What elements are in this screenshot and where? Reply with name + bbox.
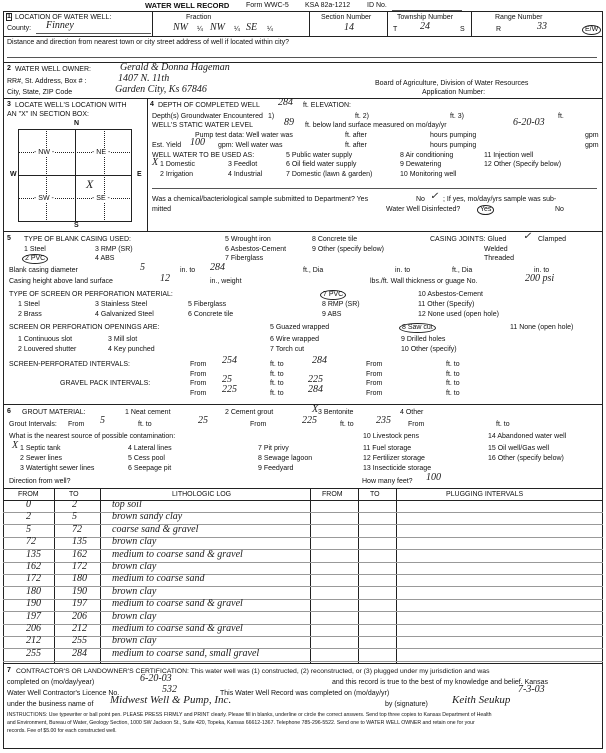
table-row bbox=[3, 611, 603, 612]
business-name[interactable]: Midwest Well & Pump, Inc. bbox=[110, 694, 232, 706]
screen-material-label: TYPE OF SCREEN OR PERFORATION MATERIAL: bbox=[9, 291, 173, 298]
owner-label: WATER WELL OWNER: bbox=[15, 66, 91, 73]
license-number[interactable]: 532 bbox=[162, 684, 177, 695]
township-label: Township Number bbox=[397, 14, 454, 21]
septic-x-mark: X bbox=[12, 440, 19, 451]
log-to-cell: 206 bbox=[72, 610, 87, 622]
saw-cut-circle[interactable]: 8 Saw cut bbox=[399, 323, 436, 333]
locate-title-2: AN "X" IN SECTION BOX: bbox=[7, 111, 89, 118]
section-4-number: 4 bbox=[150, 101, 154, 108]
log-from-header: FROM bbox=[18, 491, 39, 498]
plugging-header: PLUGGING INTERVALS bbox=[446, 491, 524, 498]
gravel-to-1[interactable]: 225 bbox=[308, 374, 323, 385]
log-to-cell: 190 bbox=[72, 585, 87, 597]
lithologic-header: LITHOLOGIC LOG bbox=[172, 491, 232, 498]
board-label: Board of Agriculture, Division of Water Resources bbox=[375, 80, 529, 87]
section-1-title: LOCATION OF WATER WELL: bbox=[15, 14, 112, 21]
table-row bbox=[3, 524, 603, 525]
ksa-code: KSA 82a-1212 bbox=[305, 2, 351, 9]
table-row bbox=[3, 549, 603, 550]
log-to-cell: 172 bbox=[72, 561, 87, 572]
log-from-cell: 135 bbox=[26, 548, 41, 560]
section-2-number: 2 bbox=[7, 65, 11, 72]
water-well-record-form: WATER WELL RECORD Form WWC-5 KSA 82a-1212 ID No. 1 LOCATION OF WATER WELL: County: Finney Fraction NW ¼ NW ¼ SE ¼ Section Number 14 Township Number T 24 S Range Number R 33 E/W Distance and direction from nearest town or city street address of well if located within city? 2 WATER WELL OWNER: Gerald & Donna Hageman RR#, St. Address, Box # : 1407 N. 11th City, State, ZIP Code Garden City, Ks 67846 Board of Agriculture, Division of Water Resources Application Number: 3 LOCATE WELL'S LOCATION WITH AN "X" IN SECTION BOX: N S W E - NW - - NE - - SW - - SE - X 4 DEPTH OF COMPLETED WELL 284 ft. ELEVATION: Depth(s) Groundwater Encountered 1) ft. 2) ft. 3) ft. WELL'S STATIC WATER LEVEL 89 ft. below land surface measured on mo/day/yr 6-20-03 Pump test data: Well water was ft. after hours pumping gpm Est. Yield 100 gpm: Well water was ft. after hours pumping gpm WELL WATER TO BE USED AS: 1 Domestic X 2 Irrigation 3 Feedlot 4 Industrial 5 Public water supply 6 Oil field water supply 7 Domestic (lawn & garden) 8 Air conditioning 9 Dewatering 10 Monitoring well 11 Injection well 12 Other (Specify below) Was a chemical/bacteriological sample submitted to Department? Yes No ✓ ; If yes, mo/day/yrs sample was sub- mitted Water Well Disinfected? Yes No 5 TYPE OF BLANK CASING USED: 1 Steel 2 PVC 3 RMP (SR) 4 ABS 5 Wrought iron 6 Asbestos-Cement 7 Fiberglass 8 Concrete tile 9 Other (specify below) CASING JOINTS: Glued ✓ Clamped Welded Threaded Blank casing diameter 5 in. to 284 ft., Dia in. to ft., Dia in. to Casing height above land surface 12 in., weight lbs./ft. Wall thickness or guage No. 200 psi TYPE OF SCREEN OR PERFORATION MATERIAL: 1 Steel 2 Brass 3 Stainless Steel 4 Galvanized Steel 5 Fiberglass 6 Concrete tile 7 PVC 8 RMP (SR) 9 ABS 10 Asbestos-Cement 11 Other (Specify) 12 None used (open hole) SCREEN OR PERFORATION OPENINGS ARE: 1 Continuous slot 2 Louvered shutter 3 Mill slot 4 Key punched 5 Guazed wrapped 6 Wire wrapped 7 Torch cut 8 Saw cut 9 Drilled holes 10 Other (specify) 11 None (open hole) SCREEN-PERFORATED INTERVALS: From 254 ft. to 284 From ft. to From ft. to From ft. to GRAVEL PACK INTERVALS: From 25 ft. to 225 From ft. to From 225 ft. to 284 From ft. to 6 GROUT MATERIAL: 1 Neat cement 2 Cement grout 3 Bentonite X 4 Other Grout Intervals: From 5 ft. to 25 From 225 ft. to 235 From ft. to What is the nearest source of possible contamination: 1 Septic tank X 2 Sewer lines 3 Watertight sewer lines 4 Lateral lines 5 Cess pool 6 Seepage pit 7 Pit privy 8 Sewage lagoon 9 Feedyard 10 Livestock pens 11 Fuel storage 12 Fertilizer storage 13 Insecticide storage 14 Abandoned water well 15 Oil well/Gas well 16 Other (specify below) Direction from well? How many feet? 100 FROM TO LITHOLOGIC LOG FROM TO PLUGGING INTERVALS 0 2 top soil 2 5 brown sandy clay 5 72 coarse sand & gravel 72 135 brown clay 135 162 medium to coarse sand & gravel 162 172 brown clay 172 180 medium to coarse sand 180 190 brown clay 190 197 medium to coarse sand & gravel 197 206 brown clay 206 212 medium to coarse sand & gravel 212 255 brown clay 255 284 medium to coarse sand, small gravel 7 CONTRACTOR'S OR LANDOWNER'S CERTIFICATION: This water well was (1) constructed, (2) reconstructed, or (3) plugged under my jurisdiction and was completed on (mo/day/year) 6-20-03 and this record is true to the best of my knowledge and belief. Kansas Water Well Contractor's Licence No. 532 This Water Well Record was completed on (mo/day/yr) 7-3-03 under the business name of Midwest Well & Pump, Inc. by (signature) Keith Seukup INSTRUCTIONS: Use typewriter or ball point pen. PLEASE PRESS FIRMLY and PRINT clearly. Please fill in blanks, underline or circle the correct answers. Send top three copies to Kansas Department of Health and Environment, Bureau of Water, Geology Section, 1000 SW Jackson St., Suite 420, Topeka, Kansas 66612-1367. Telephone 785-296-5522. Send one to WATER WELL OWNER and retain one for your records. Fee of $5.00 for each constructed well. bbox=[0, 0, 606, 753]
distance-label: Distance and direction from nearest town or city street address of well if located within city? bbox=[7, 39, 290, 46]
range-value[interactable]: 33 bbox=[537, 21, 547, 32]
static-level-value[interactable]: 89 bbox=[284, 117, 294, 128]
owner-value[interactable]: Gerald & Donna Hageman bbox=[120, 62, 230, 73]
sample-check: ✓ bbox=[430, 191, 439, 202]
id-label: ID No. bbox=[367, 2, 387, 9]
log-litho-cell: brown clay bbox=[112, 610, 157, 622]
section-3-number: 3 bbox=[7, 101, 11, 108]
application-number-label: Application Number: bbox=[422, 89, 486, 96]
log-from-cell: 72 bbox=[26, 536, 36, 548]
grout-to-value[interactable]: 25 bbox=[198, 415, 208, 426]
log-to-cell: 135 bbox=[72, 536, 87, 548]
log-litho-cell: brown clay bbox=[112, 561, 157, 572]
east-west-circle[interactable]: E/W bbox=[582, 25, 601, 35]
section-7-number: 7 bbox=[7, 667, 11, 674]
yield-value[interactable]: 100 bbox=[190, 137, 205, 148]
county-label: County: bbox=[7, 25, 32, 32]
disinfected-yes-circle[interactable]: Yes bbox=[477, 205, 494, 215]
domestic-x-mark: X bbox=[152, 157, 159, 168]
height-label: Casing height above land surface bbox=[9, 278, 113, 285]
table-row bbox=[3, 624, 603, 625]
log-litho-cell: brown clay bbox=[112, 536, 157, 548]
log-from-cell: 0 bbox=[26, 499, 31, 510]
log-from-cell: 206 bbox=[26, 623, 41, 634]
screen-pvc-circle[interactable]: 7 PVC bbox=[320, 290, 346, 300]
instructions-2: and Environment, Bureau of Water, Geology Section, 1000 SW Jackson St., Suite 420, Topeka, Kansas 66612-1367. Telephone 785-296-5522. Send one to WATER WELL OWNER and retain one for your bbox=[7, 720, 475, 726]
log-from-cell: 190 bbox=[26, 598, 41, 610]
log-from-cell: 172 bbox=[26, 573, 41, 585]
gravel-to-2[interactable]: 284 bbox=[308, 384, 323, 395]
log-litho-cell: medium to coarse sand, small gravel bbox=[112, 647, 260, 659]
table-row bbox=[3, 537, 603, 538]
table-row bbox=[3, 562, 603, 563]
log-litho-cell: medium to coarse sand & gravel bbox=[112, 598, 243, 610]
grout-from-value[interactable]: 5 bbox=[100, 415, 105, 426]
diameter-label: Blank casing diameter bbox=[9, 267, 78, 274]
range-label: Range Number bbox=[495, 14, 543, 21]
address-value[interactable]: 1407 N. 11th bbox=[118, 73, 170, 84]
log-to-cell: 72 bbox=[72, 523, 82, 535]
section-number-label: Section Number bbox=[321, 14, 372, 21]
log-from-cell: 5 bbox=[26, 523, 31, 535]
groundwater-label: Depth(s) Groundwater Encountered bbox=[152, 113, 263, 120]
screen-from-value[interactable]: 254 bbox=[222, 355, 237, 366]
log-to-cell: 180 bbox=[72, 573, 87, 585]
log-from-cell: 197 bbox=[26, 610, 41, 622]
log-from-cell: 2 bbox=[26, 511, 31, 523]
log-litho-cell: medium to coarse sand & gravel bbox=[112, 623, 243, 634]
diameter-to-value[interactable]: 284 bbox=[210, 262, 225, 273]
feet-value[interactable]: 100 bbox=[426, 472, 441, 483]
table-row bbox=[3, 648, 603, 649]
log-to-cell: 284 bbox=[72, 647, 87, 659]
county-value[interactable]: Finney bbox=[46, 20, 74, 31]
table-row bbox=[3, 599, 603, 600]
glued-check: ✓ bbox=[523, 231, 532, 242]
log-to-cell: 197 bbox=[72, 598, 87, 610]
grout-label: GROUT MATERIAL: bbox=[22, 409, 86, 416]
diameter-value[interactable]: 5 bbox=[140, 262, 145, 273]
completed-date[interactable]: 6-20-03 bbox=[140, 673, 172, 684]
log-from-cell: 212 bbox=[26, 635, 41, 647]
gravel-pack-label: GRAVEL PACK INTERVALS: bbox=[60, 380, 151, 387]
log-litho-cell: top soil bbox=[112, 499, 142, 510]
direction-label: Direction from well? bbox=[9, 478, 71, 485]
section-number-value[interactable]: 14 bbox=[344, 22, 354, 33]
gauge-value[interactable]: 200 psi bbox=[525, 273, 555, 284]
static-level-label: WELL'S STATIC WATER LEVEL bbox=[152, 122, 254, 129]
section-5-number: 5 bbox=[7, 235, 11, 242]
log-to-cell: 212 bbox=[72, 623, 87, 634]
fraction-label: Fraction bbox=[186, 14, 212, 21]
grout-intervals-label: Grout Intervals: bbox=[9, 421, 57, 428]
openings-label: SCREEN OR PERFORATION OPENINGS ARE: bbox=[9, 324, 160, 331]
signature[interactable]: Keith Seukup bbox=[452, 694, 511, 706]
table-row bbox=[3, 586, 603, 587]
casing-pvc-circle[interactable]: 2 PVC bbox=[22, 254, 48, 264]
log-litho-cell: brown sandy clay bbox=[112, 511, 183, 523]
depth-value[interactable]: 284 bbox=[278, 97, 293, 108]
log-litho-cell: brown clay bbox=[112, 585, 157, 597]
casing-label: TYPE OF BLANK CASING USED: bbox=[24, 236, 131, 243]
gravel-from-1[interactable]: 25 bbox=[222, 374, 232, 385]
log-to-cell: 5 bbox=[72, 511, 77, 523]
form-title: WATER WELL RECORD bbox=[145, 1, 230, 10]
fraction-1[interactable]: NW bbox=[173, 22, 188, 33]
city-value[interactable]: Garden City, Ks 67846 bbox=[115, 84, 207, 95]
table-row bbox=[3, 661, 603, 662]
use-label: WELL WATER TO BE USED AS: bbox=[152, 152, 255, 159]
log-to-cell: 162 bbox=[72, 548, 87, 560]
plug-from-header: FROM bbox=[322, 491, 343, 498]
log-from-cell: 255 bbox=[26, 647, 41, 659]
record-date[interactable]: 7-3-03 bbox=[518, 684, 545, 695]
address-label: RR#, St. Address, Box # : bbox=[7, 78, 87, 85]
log-to-cell: 255 bbox=[72, 635, 87, 647]
log-from-cell: 180 bbox=[26, 585, 41, 597]
table-row bbox=[3, 512, 603, 513]
certification-text: CONTRACTOR'S OR LANDOWNER'S CERTIFICATION: This water well was (1) constructed, (2) reconstructed, or (3) plugged under my jurisdiction and was bbox=[16, 668, 490, 675]
section-1-number: 1 bbox=[7, 13, 11, 20]
log-litho-cell: coarse sand & gravel bbox=[112, 523, 199, 535]
log-to-cell: 2 bbox=[72, 499, 77, 510]
grout-from-2[interactable]: 225 bbox=[302, 415, 317, 426]
fraction-3[interactable]: SE bbox=[246, 22, 258, 33]
township-value[interactable]: 24 bbox=[420, 21, 430, 32]
log-litho-cell: medium to coarse sand & gravel bbox=[112, 548, 243, 560]
instructions-3: records. Fee of $5.00 for each constructed well. bbox=[7, 728, 117, 734]
form-number: Form WWC-5 bbox=[246, 2, 289, 9]
plug-to-header: TO bbox=[370, 491, 380, 498]
log-litho-cell: brown clay bbox=[112, 635, 157, 647]
bentonite-x-mark: X bbox=[312, 404, 319, 415]
screen-to-value[interactable]: 284 bbox=[312, 355, 327, 366]
locate-title: LOCATE WELL'S LOCATION WITH bbox=[15, 102, 127, 109]
log-from-cell: 162 bbox=[26, 561, 41, 572]
depth-label: DEPTH OF COMPLETED WELL bbox=[158, 102, 260, 109]
grout-to-2[interactable]: 235 bbox=[376, 415, 391, 426]
screen-intervals-label: SCREEN-PERFORATED INTERVALS: bbox=[9, 361, 130, 368]
instructions-1: INSTRUCTIONS: Use typewriter or ball point pen. PLEASE PRESS FIRMLY and PRINT clearly. Please fill in blanks, underline or circle the correct answers. Send top three copies to Kansas Department of Health bbox=[7, 712, 492, 718]
section-6-number: 6 bbox=[7, 408, 11, 415]
table-row bbox=[3, 636, 603, 637]
fraction-2[interactable]: NW bbox=[210, 22, 225, 33]
height-value[interactable]: 12 bbox=[160, 273, 170, 284]
city-label: City, State, ZIP Code bbox=[7, 89, 73, 96]
location-x-mark: X bbox=[86, 177, 94, 191]
log-to-header: TO bbox=[69, 491, 79, 498]
contamination-label: What is the nearest source of possible contamination: bbox=[9, 433, 176, 440]
gravel-from-2[interactable]: 225 bbox=[222, 384, 237, 395]
log-litho-cell: medium to coarse sand bbox=[112, 573, 205, 585]
static-date[interactable]: 6-20-03 bbox=[513, 117, 545, 128]
table-row bbox=[3, 574, 603, 575]
